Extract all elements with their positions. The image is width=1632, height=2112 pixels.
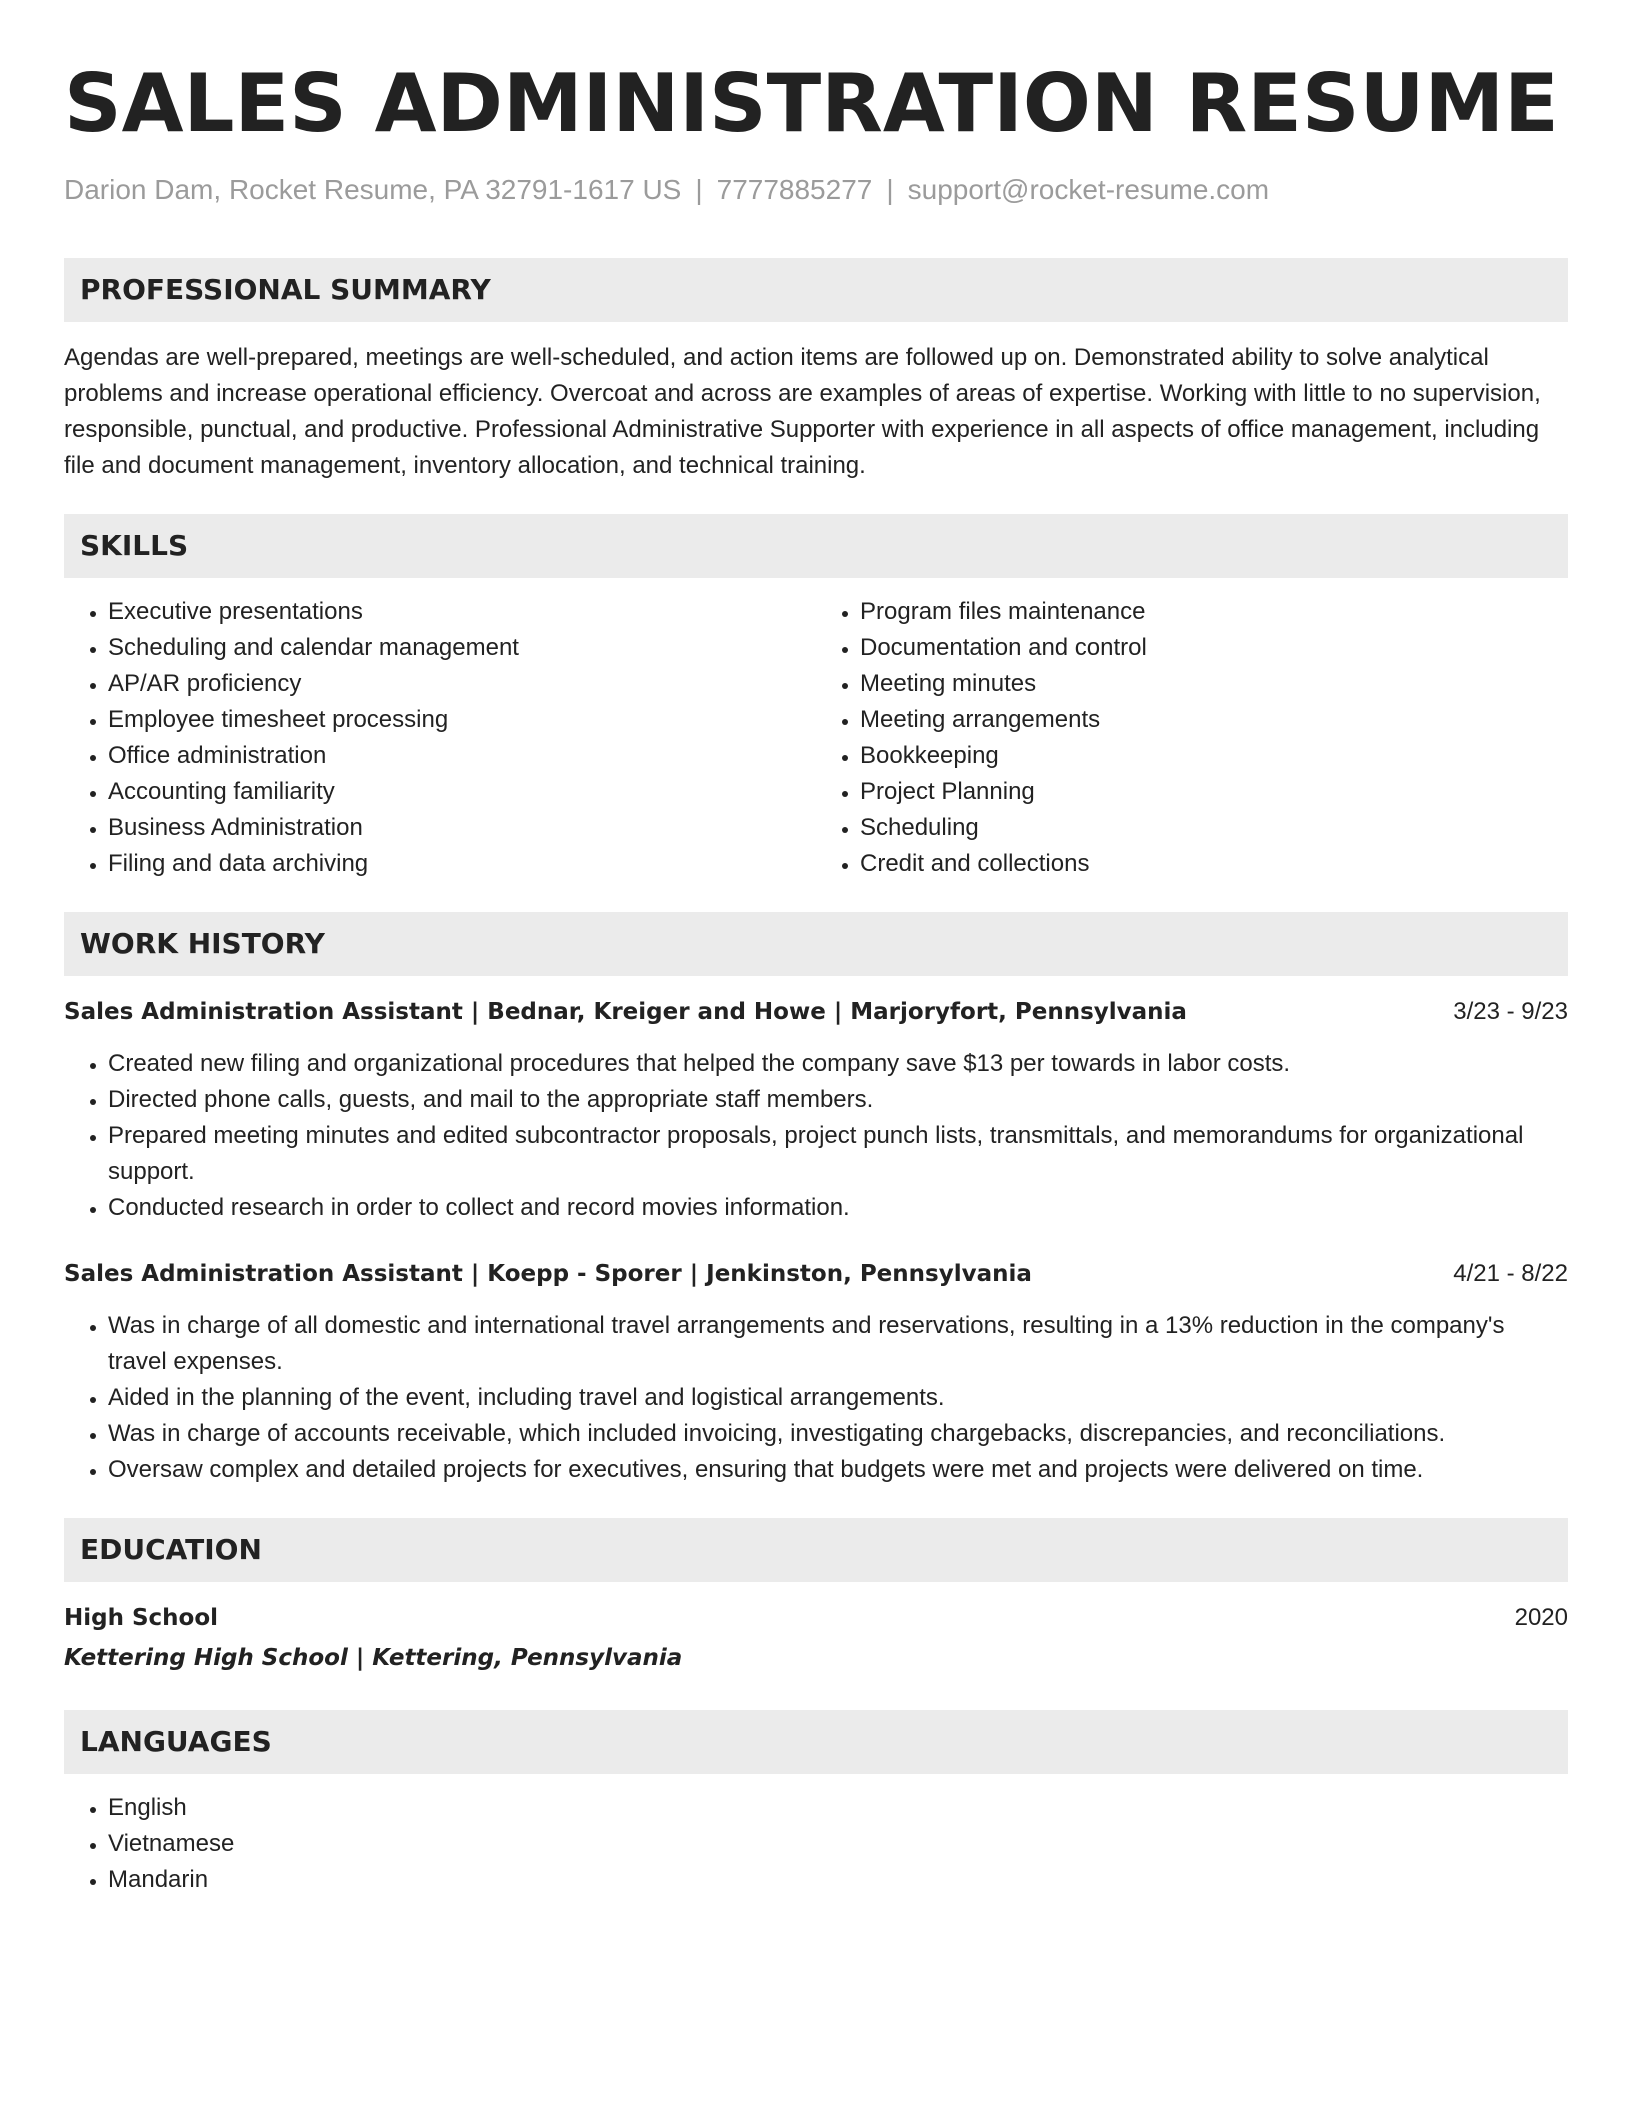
- contact-address: Darion Dam, Rocket Resume, PA 32791-1617 US: [64, 174, 682, 205]
- contact-phone: 7777885277: [716, 174, 873, 205]
- job-bullet-list: [64, 1308, 1568, 1488]
- skill-item: • Project Planning: [860, 774, 1568, 810]
- contact-separator: |: [695, 174, 703, 205]
- language-item: • Vietnamese: [108, 1826, 1568, 1862]
- language-item: • English: [108, 1790, 1568, 1826]
- job-dates: 3/23 - 9/23: [1453, 998, 1568, 1025]
- skill-item: • AP/AR proficiency: [108, 666, 816, 702]
- section-heading-languages: LANGUAGES: [64, 1710, 1568, 1774]
- skill-item: • Scheduling and calendar management: [108, 630, 816, 666]
- skill-item: • Business Administration: [108, 810, 816, 846]
- contact-email: support@rocket-resume.com: [907, 174, 1270, 205]
- language-item: • Mandarin: [108, 1862, 1568, 1898]
- education-section: [64, 1518, 1568, 1676]
- section-heading-skills: SKILLS: [64, 514, 1568, 578]
- job-header: [64, 1256, 1568, 1292]
- summary-text: Agendas are well-prepared, meetings are well-scheduled, and action items are followed up on. Demonstrated ability to solve analytical problems and increase operational efficiency. Overcoat and across are examples of areas of expertise. Working with little to no supervision, responsible, punctual, and productive. Professional Administrative Supporter with experience in all aspects of office management, including file and document management, inventory allocation, and technical training.: [64, 344, 1541, 479]
- job-dates: 4/21 - 8/22: [1453, 1260, 1568, 1287]
- skill-item: • Credit and collections: [860, 846, 1568, 882]
- job-bullet: • Was in charge of all domestic and international travel arrangements and reservations, resulting in a 13% reduction in the company's travel expenses.: [108, 1308, 1568, 1380]
- job-bullet: • Directed phone calls, guests, and mail to the appropriate staff members.: [108, 1082, 1568, 1118]
- contact-line: [64, 172, 1568, 208]
- education-header: [64, 1600, 1568, 1636]
- skill-item: • Scheduling: [860, 810, 1568, 846]
- section-heading-summary: PROFESSIONAL SUMMARY: [64, 258, 1568, 322]
- job-bullet: • Prepared meeting minutes and edited subcontractor proposals, project punch lists, transmittals, and memorandums for organizational support.: [108, 1118, 1568, 1190]
- skill-item: • Documentation and control: [860, 630, 1568, 666]
- job-header: [64, 994, 1568, 1030]
- job-title: Sales Administration Assistant | Bednar, Kreiger and Howe | Marjoryfort, Pennsylvania: [64, 999, 1187, 1025]
- skills-column-right: [816, 594, 1568, 882]
- job-bullet: • Oversaw complex and detailed projects for executives, ensuring that budgets were met and projects were delivered on time.: [108, 1452, 1568, 1488]
- education-year: 2020: [1514, 1604, 1568, 1631]
- skill-item: • Meeting arrangements: [860, 702, 1568, 738]
- skill-item: • Bookkeeping: [860, 738, 1568, 774]
- professional-summary-section: [64, 258, 1568, 484]
- skills-grid: [64, 594, 1568, 882]
- work-history-section: [64, 912, 1568, 1488]
- job-bullet-list: [64, 1046, 1568, 1226]
- resume-title: SALES ADMINISTRATION RESUME: [64, 57, 1559, 150]
- skill-item: • Employee timesheet processing: [108, 702, 816, 738]
- job-bullet: • Was in charge of accounts receivable, which included invoicing, investigating chargebacks, discrepancies, and reconciliations.: [108, 1416, 1568, 1452]
- languages-section: [64, 1710, 1568, 1898]
- skills-column-left: [64, 594, 816, 882]
- skills-section: [64, 514, 1568, 882]
- skill-item: • Program files maintenance: [860, 594, 1568, 630]
- languages-list: [64, 1790, 1568, 1898]
- skill-item: • Meeting minutes: [860, 666, 1568, 702]
- skill-item: • Accounting familiarity: [108, 774, 816, 810]
- job-bullet: • Aided in the planning of the event, including travel and logistical arrangements.: [108, 1380, 1568, 1416]
- job-bullet: • Created new filing and organizational procedures that helped the company save $13 per towards in labor costs.: [108, 1046, 1568, 1082]
- section-heading-education: EDUCATION: [64, 1518, 1568, 1582]
- section-heading-work-history: WORK HISTORY: [64, 912, 1568, 976]
- job-bullet: • Conducted research in order to collect and record movies information.: [108, 1190, 1568, 1226]
- skill-item: • Filing and data archiving: [108, 846, 816, 882]
- skill-item: • Executive presentations: [108, 594, 816, 630]
- education-school: Kettering High School | Kettering, Pennsylvania: [64, 1645, 683, 1671]
- contact-separator: |: [886, 174, 894, 205]
- education-degree: High School: [64, 1605, 219, 1631]
- job-title: Sales Administration Assistant | Koepp - Sporer | Jenkinston, Pennsylvania: [64, 1261, 1032, 1287]
- skill-item: • Office administration: [108, 738, 816, 774]
